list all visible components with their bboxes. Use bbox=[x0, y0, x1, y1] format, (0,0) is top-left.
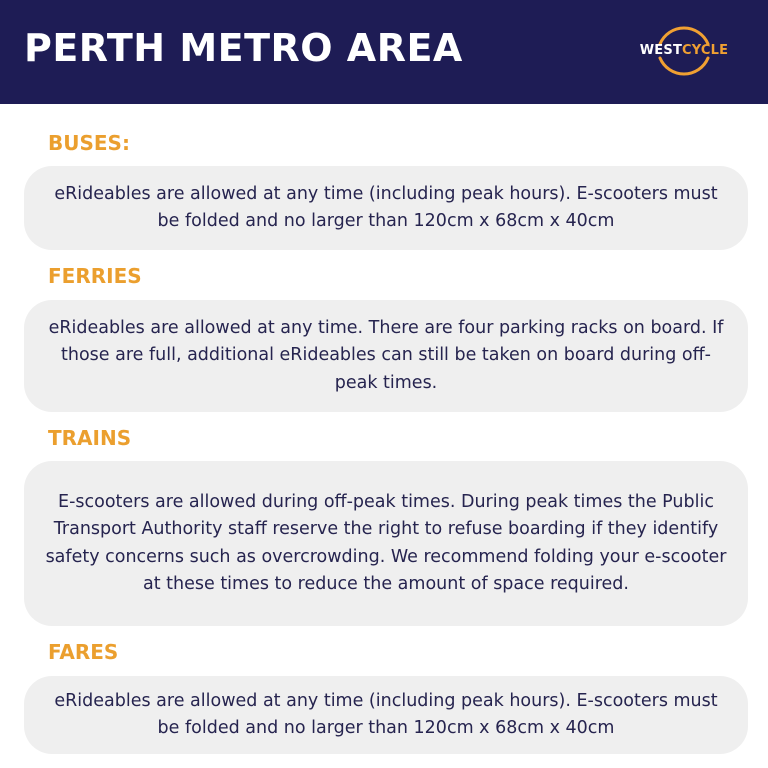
info-card-fares bbox=[24, 676, 748, 754]
info-card-ferries bbox=[24, 300, 748, 412]
section-heading-buses: BUSES: bbox=[48, 131, 130, 155]
section-heading-fares: FARES bbox=[48, 640, 119, 664]
info-card-buses bbox=[24, 166, 748, 250]
page-title: PERTH METRO AREA bbox=[24, 26, 463, 70]
westcycle-logo bbox=[632, 22, 736, 80]
info-text-fares: eRideables are allowed at any time (including peak hours). E-scooters must be folded and no larger than 120cm x 68cm x 40cm bbox=[54, 690, 718, 738]
info-text-buses: eRideables are allowed at any time (including peak hours). E-scooters must be folded and no larger than 120cm x 68cm x 40cm bbox=[54, 183, 718, 231]
logo-wordmark bbox=[632, 43, 736, 58]
info-card-trains bbox=[24, 461, 748, 626]
info-text-ferries: eRideables are allowed at any time. There are four parking racks on board. If those are full, additional eRideables can still be taken on board during off-peak times. bbox=[48, 317, 724, 393]
header-banner bbox=[0, 0, 768, 104]
section-heading-trains: TRAINS bbox=[48, 426, 132, 450]
info-text-trains: E-scooters are allowed during off-peak times. During peak times the Public Transport Authority staff reserve the right to refuse boarding if they identify safety concerns such as overcrowding. We recommend folding your e-scooter at these times to reduce the amount of space required. bbox=[45, 491, 727, 594]
logo-cycle-text: CYCLE bbox=[682, 43, 729, 58]
section-heading-ferries: FERRIES bbox=[48, 264, 142, 288]
logo-west-text: WEST bbox=[639, 43, 683, 58]
